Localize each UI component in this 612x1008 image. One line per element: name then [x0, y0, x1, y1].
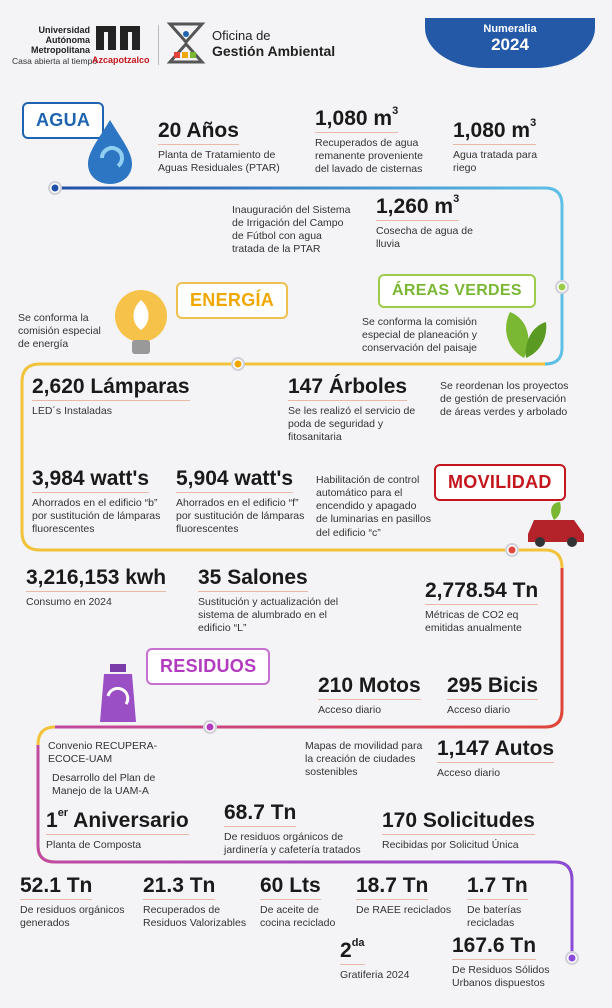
- residuos-item-9-value: 18.7 Tn: [356, 875, 428, 900]
- movilidad-item-1-value: 2,778.54 Tn: [425, 580, 538, 605]
- residuos-item-11-value: $2^{da}$: [340, 940, 365, 965]
- agua-item-1-value: 20 Años: [158, 120, 239, 145]
- section-tag-agua: AGUA: [22, 102, 104, 139]
- movilidad-item-4: Mapas de movilidad para la creación de ciudades sostenibles: [305, 740, 423, 779]
- energia-item-4-desc: Ahorrados en el edificio “f” por sustitución de lámparas fluorescentes: [176, 497, 305, 536]
- section-tag-movilidad: MOVILIDAD: [434, 464, 566, 501]
- badge-line-1: Numeralia: [483, 23, 537, 35]
- residuos-item-11: [340, 937, 440, 982]
- residuos-item-10-value: 1.7 Tn: [467, 875, 528, 900]
- energia-item-2-desc: LED´s Instaladas: [32, 405, 112, 417]
- residuos-item-4-desc: De residuos orgánicos de jardinería y cafetería tratados: [224, 831, 361, 857]
- agua-item-5-value: 1,260 $m^3$: [376, 196, 459, 221]
- uni-line-3: Metropolitana: [30, 45, 90, 56]
- header-divider: [158, 25, 159, 65]
- movilidad-item-5: [437, 738, 557, 780]
- oga-logo-icon: [166, 20, 206, 66]
- residuos-item-11-desc: Gratiferia 2024: [340, 969, 410, 981]
- uni-line-1: Universidad: [38, 25, 90, 35]
- agua-item-5: [376, 193, 486, 251]
- residuos-item-12-desc: De Residuos Sólidos Urbanos dispuestos: [452, 964, 550, 990]
- energia-item-1: Se conforma la comisión especial de energía: [18, 312, 101, 351]
- energia-item-4-value: 5,904 watt's: [176, 468, 293, 493]
- verdes-item-3: Se reordenan los proyectos de gestión de preservación de áreas verdes y arbolado: [440, 380, 569, 419]
- section-tag-areas-verdes: ÁREAS VERDES: [378, 274, 536, 308]
- agua-item-1: [158, 120, 288, 175]
- movilidad-item-2-value: 210 Motos: [318, 675, 421, 700]
- movilidad-item-2: [318, 675, 428, 717]
- energia-item-3-desc: Ahorrados en el edificio “b” por sustitución de lámparas fluorescentes: [32, 497, 161, 536]
- recycling-bottle-icon: [86, 660, 150, 726]
- residuos-item-5-value: 170 Solicitudes: [382, 810, 535, 835]
- residuos-item-10: [467, 875, 547, 930]
- section-tag-energia: ENERGÍA: [176, 282, 288, 319]
- residuos-item-6-desc: De residuos orgánicos generados: [20, 904, 125, 930]
- numeralia-badge: [425, 18, 595, 68]
- verdes-item-2-desc: Se les realizó el servicio de poda de seguridad y fitosanitaria: [288, 405, 416, 444]
- residuos-item-10-desc: De baterías recicladas: [467, 904, 522, 930]
- residuos-item-3: [46, 807, 211, 852]
- residuos-item-8-value: 60 Lts: [260, 875, 321, 900]
- car-icon: [524, 500, 590, 548]
- verdes-item-2: [288, 376, 418, 444]
- residuos-item-3-desc: Planta de Composta: [46, 839, 142, 851]
- residuos-item-4: [224, 802, 369, 857]
- movilidad-item-1: [425, 580, 555, 635]
- uam-logo-text: [14, 25, 90, 55]
- residuos-item-12: [452, 935, 562, 990]
- energia-item-2: [32, 376, 212, 418]
- agua-item-3-value: 1,080 $m^3$: [453, 120, 536, 145]
- energia-item-3-value: 3,984 watt's: [32, 468, 149, 493]
- energia-item-7-desc: Sustitución y actualización del sistema de alumbrado en el edificio “L”: [198, 596, 339, 635]
- agua-item-3: [453, 117, 553, 175]
- energia-item-2-value: 2,620 Lámparas: [32, 376, 190, 401]
- verdes-item-1: Se conforma la comisión especial de planeación y conservación del paisaje: [362, 316, 477, 355]
- movilidad-item-2-desc: Acceso diario: [318, 704, 382, 716]
- agua-item-5-desc: Cosecha de agua de lluvia: [376, 225, 473, 251]
- movilidad-item-5-desc: Acceso diario: [437, 767, 501, 779]
- agua-item-2-value: 1,080 $m^3$: [315, 108, 398, 133]
- energia-item-3: [32, 468, 162, 536]
- badge-line-2: 2024: [491, 35, 529, 54]
- leaf-icon: [496, 304, 552, 360]
- movilidad-item-3-desc: Acceso diario: [447, 704, 511, 716]
- agua-item-2: [315, 105, 435, 176]
- residuos-item-6: [20, 875, 130, 930]
- campus-name: Azcapotzalco: [92, 55, 150, 65]
- movilidad-item-3: [447, 675, 557, 717]
- energia-item-6-desc: Consumo en 2024: [26, 596, 112, 608]
- residuos-item-6-value: 52.1 Tn: [20, 875, 92, 900]
- verdes-item-2-value: 147 Árboles: [288, 376, 407, 401]
- residuos-item-7-desc: Recuperados de Residuos Valorizables: [143, 904, 247, 930]
- residuos-item-7-value: 21.3 Tn: [143, 875, 215, 900]
- uni-tagline: Casa abierta al tiempo: [12, 56, 98, 66]
- uni-line-2: Autónoma: [45, 35, 90, 46]
- residuos-item-8: [260, 875, 350, 930]
- energia-item-7: [198, 567, 343, 635]
- residuos-item-9-desc: De RAEE reciclados: [356, 904, 452, 916]
- energia-item-5: Habilitación de control automático para el encendido y apagado de luminarias en pasillos del edificio “c”: [316, 474, 431, 539]
- residuos-item-4-value: 68.7 Tn: [224, 802, 296, 827]
- office-title-1: Oficina de: [212, 28, 271, 43]
- office-title-2: Gestión Ambiental: [212, 43, 336, 59]
- lightbulb-icon: [108, 286, 174, 360]
- agua-item-3-desc: Agua tratada para riego: [453, 149, 538, 175]
- agua-item-2-desc: Recuperados de agua remanente proveniente del lavado de cisternas: [315, 137, 423, 176]
- movilidad-item-3-value: 295 Bicis: [447, 675, 538, 700]
- residuos-item-1: Convenio RECUPERA-ECOCE-UAM: [48, 740, 158, 766]
- agua-item-1-desc: Planta de Tratamiento de Aguas Residuales (PTAR): [158, 149, 280, 175]
- energia-item-6-value: 3,216,153 kwh: [26, 567, 166, 592]
- residuos-item-2: Desarrollo del Plan de Manejo de la UAM-A: [52, 772, 156, 798]
- residuos-item-3-value: 1er Aniversario: [46, 810, 189, 835]
- agua-item-4: Inauguración del Sistema de Irrigación del Campo de Fútbol con agua tratada de la PTAR: [232, 204, 351, 256]
- energia-item-7-value: 35 Salones: [198, 567, 308, 592]
- energia-item-6: [26, 567, 176, 609]
- energia-item-4: [176, 468, 306, 536]
- movilidad-item-1-desc: Métricas de CO2 eq emitidas anualmente: [425, 609, 522, 635]
- residuos-item-7: [143, 875, 253, 930]
- water-drop-icon: [80, 118, 140, 188]
- uam-logo-icon: [94, 24, 144, 52]
- residuos-item-12-value: 167.6 Tn: [452, 935, 536, 960]
- movilidad-item-5-value: 1,147 Autos: [437, 738, 554, 763]
- residuos-item-5-desc: Recibidas por Solicitud Única: [382, 839, 519, 851]
- residuos-item-9: [356, 875, 456, 917]
- residuos-item-5: [382, 810, 552, 852]
- residuos-item-8-desc: De aceite de cocina reciclado: [260, 904, 336, 930]
- section-tag-residuos: RESIDUOS: [146, 648, 270, 685]
